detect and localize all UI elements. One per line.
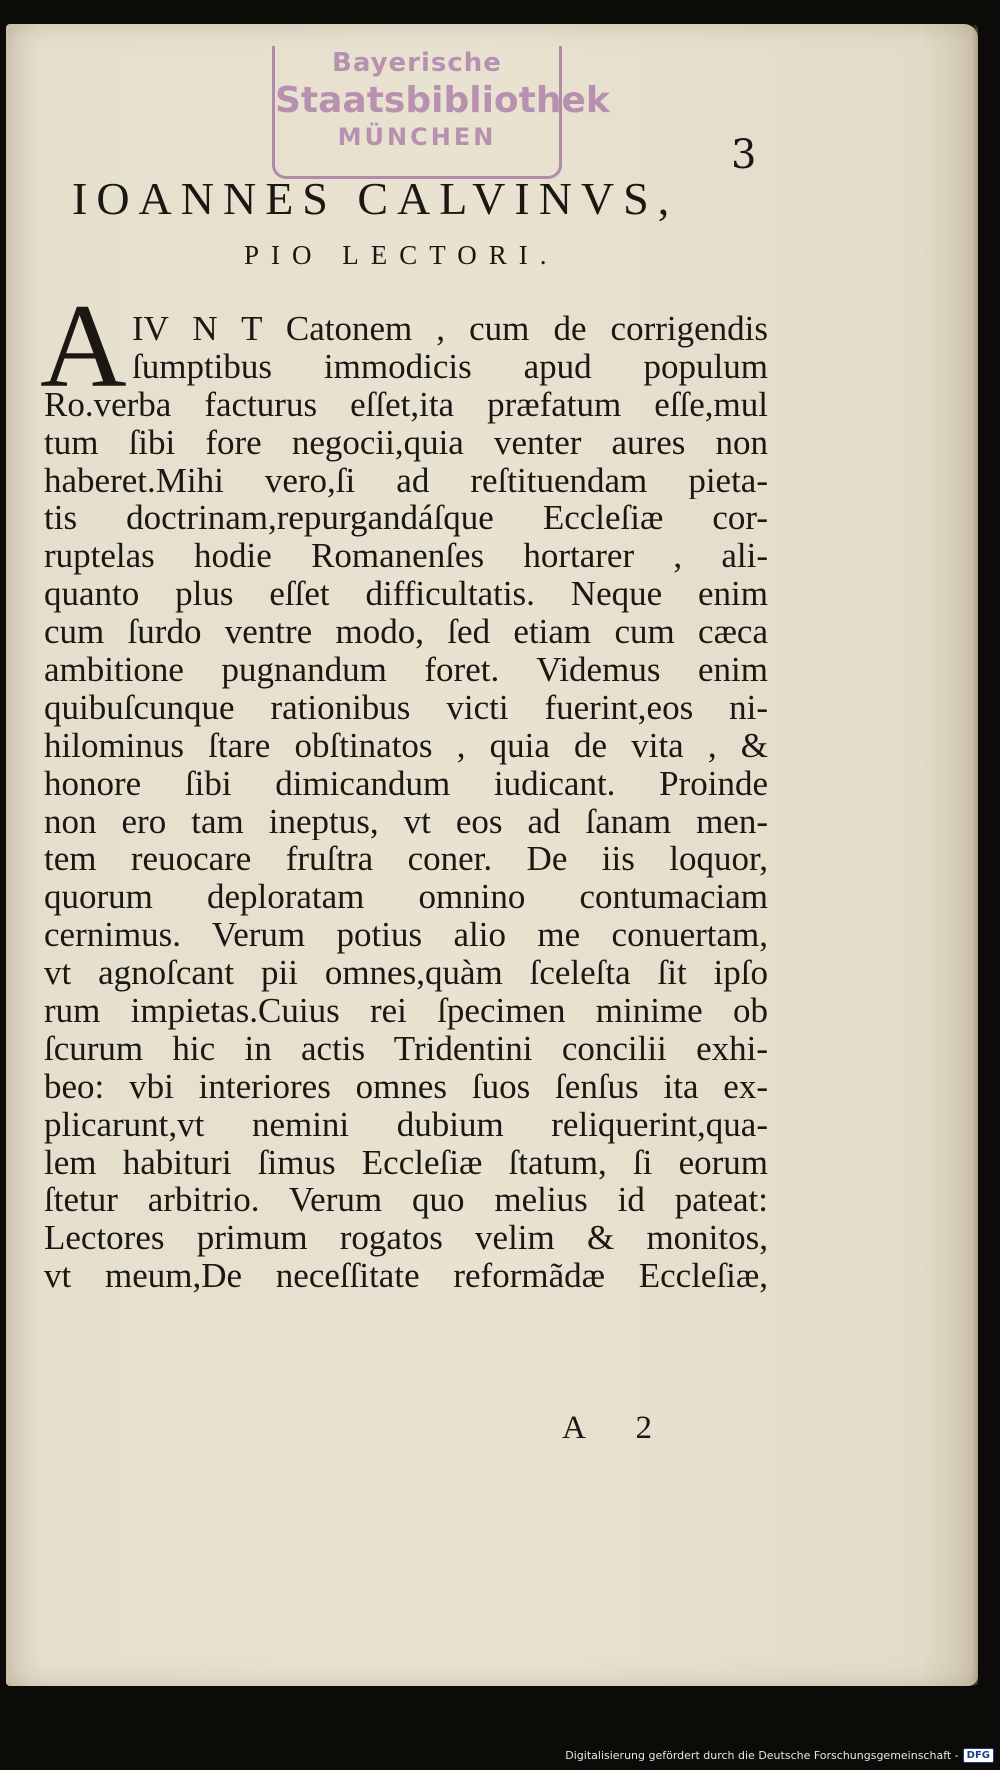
text-line: haberet.Mihi vero,ſi ad reſtituendam pieta- <box>44 461 768 500</box>
text-line: ruptelas hodie Romanenſes hortarer , ali- <box>44 537 768 576</box>
text-line: quanto plus eſſet difficultatis. Neque enim <box>44 575 768 614</box>
text-line: quibuſcunque rationibus victi fuerint,eos ni- <box>44 688 768 727</box>
digitization-credit <box>565 1748 994 1763</box>
text-line: vt agnoſcant pii omnes,quàm ſceleſta ſit ipſo <box>44 954 768 993</box>
text-line: lem habituri ſimus Eccleſiæ ſtatum, ſi eorum <box>44 1143 768 1182</box>
stamp-line-2: Staatsbibliothek <box>275 80 610 121</box>
page-number: 3 <box>731 132 757 178</box>
text-line: honore ſibi dimicandum iudicant. Proinde <box>44 764 768 803</box>
stamp-line-1: Bayerische <box>332 48 502 78</box>
text-line: ſtetur arbitrio. Verum quo melius id pateat: <box>44 1181 768 1220</box>
book-page <box>6 24 978 1686</box>
text-line: IV N T Catonem , cum de corrigendis <box>132 310 768 348</box>
text-line: plicarunt,vt nemini dubium reliquerint,qua- <box>44 1105 768 1144</box>
drop-cap: A <box>40 279 127 412</box>
text-line: ambitione pugnandum foret. Videmus enim <box>44 651 768 689</box>
text-line: vt meum,De neceſſitate reformãdæ Eccleſiæ, <box>44 1257 768 1296</box>
text-line: cernimus. Verum potius alio me conuertam, <box>44 916 768 955</box>
text-line: quorum deploratam omnino contumaciam <box>44 878 768 917</box>
text-line: beo: vbi interiores omnes ſuos ſenſus ita ex- <box>44 1067 768 1106</box>
page-edge-shadow <box>972 24 978 1686</box>
text-line: tem reuocare fruſtra coner. De iis loquor, <box>44 840 768 879</box>
text-line: Ro.verba facturus eſſet,ita præfatum eſſe,mul <box>44 385 768 424</box>
library-stamp <box>272 46 610 179</box>
text-line: cum ſurdo ventre modo, ſed etiam cum cæca <box>44 613 768 652</box>
signature-number: 2 <box>635 1410 652 1446</box>
text-line: non ero tam ineptus, vt eos ad ſanam men- <box>44 802 768 841</box>
text-line: hilominus ſtare obſtinatos , quia de vita , & <box>44 726 768 765</box>
stamp-line-3: MÜNCHEN <box>337 123 497 151</box>
dfg-logo-icon: DFG <box>963 1748 994 1763</box>
page-subtitle: PIO LECTORI. <box>244 240 559 270</box>
text-line: Lectores primum rogatos velim & monitos, <box>44 1219 768 1258</box>
page-title: IOANNES CALVINVS, <box>72 173 679 224</box>
text-line: ſcurum hic in actis Tridentini concilii exhi- <box>44 1029 768 1068</box>
text-line: ſumptibus immodicis apud populum <box>132 347 768 386</box>
signature-mark <box>562 1410 652 1447</box>
signature-letter: A <box>562 1410 586 1446</box>
text-line: tum ſibi fore negocii,quia venter aures non <box>44 423 768 462</box>
body-text <box>44 310 768 1295</box>
text-line: tis doctrinam,repurgandáſque Eccleſiæ cor- <box>44 499 768 538</box>
text-line: rum impietas.Cuius rei ſpecimen minime ob <box>44 992 768 1030</box>
credit-text: Digitalisierung gefördert durch die Deutsche Forschungsgemeinschaft - <box>565 1749 959 1762</box>
